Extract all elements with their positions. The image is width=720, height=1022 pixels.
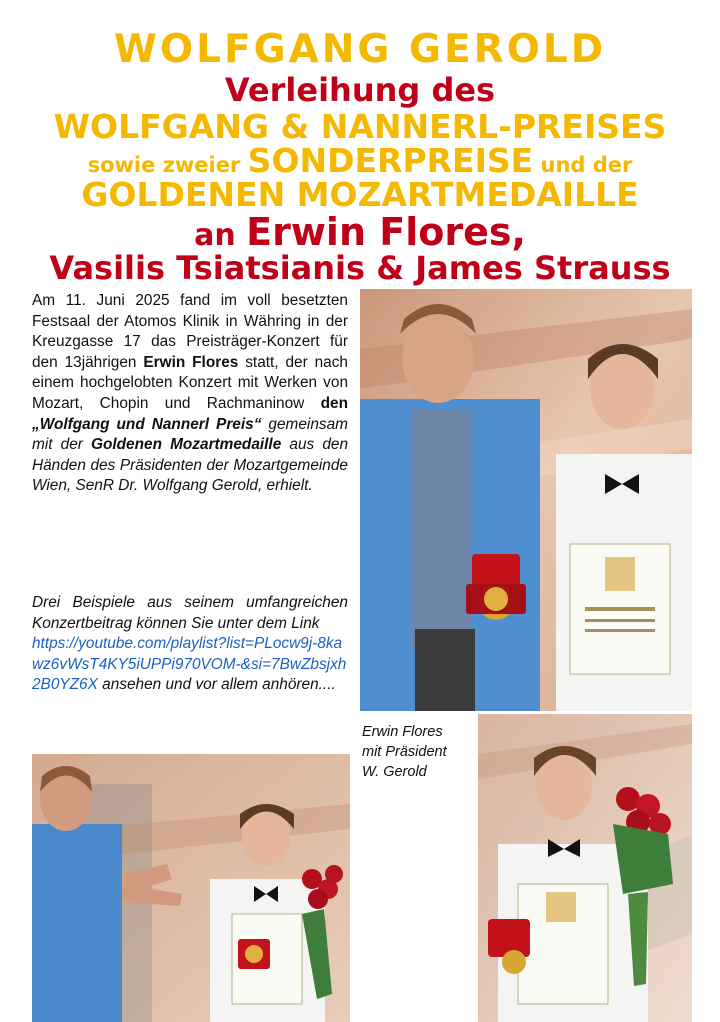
p1-text-a: Am 11. Juni 2025 fand im voll besetzten Festsaal der Atomos Klinik in Währing in der Kreuzgasse 17 das Preisträger-Konzert für den 13jährigen [32, 292, 348, 371]
p1-text-e: aus den Händen des Präsidenten der Mozartgemeinde Wien, SenR Dr. Wolfgang Gerold, erhielt. [32, 436, 349, 495]
p2-text-a: Drei Beispiele aus seinem umfangreichen Konzertbeitrag können Sie unter dem Link [32, 594, 348, 632]
youtube-playlist-link[interactable]: https://youtube.com/playlist?list=PLocw9j-8kawz6vWsT4KY5iUPPi970VOM-&si=7BwZbsjxh2B0YZ6X [32, 635, 347, 694]
headline-line-3: WOLFGANG & NANNERL-PREISES [53, 107, 667, 146]
headline-line-4-part-b: SONDERPREISE [247, 141, 534, 180]
caption-line-2: mit Präsident [362, 744, 447, 760]
p1-text-c: den [320, 394, 348, 412]
p1-text-d: gemeinsam mit der [32, 415, 348, 454]
photo-president-applauding [32, 754, 350, 1022]
headline-line-4-part-a: sowie zweier [87, 153, 248, 177]
caption-line-3: W. Gerold [362, 764, 427, 780]
p1-text-b: statt, der nach einem hochgelobten Konzert mit Werken von Mozart, Chopin und Rachmaninow [32, 353, 348, 412]
p2-text-b: ansehen und vor allem anhören.... [97, 676, 336, 694]
headline-line-7: Vasilis Tsiatsianis & James Strauss [49, 249, 671, 287]
headline-line-1: WOLFGANG GEROLD [113, 27, 607, 72]
caption-line-1: Erwin Flores [362, 724, 443, 740]
photo-award-with-president [360, 289, 692, 711]
photo-caption [362, 722, 474, 782]
photo-boy-with-roses [478, 714, 692, 1022]
p1-prize: „Wolfgang und Nannerl Preis“ [32, 415, 262, 433]
headline-line-5: GOLDENEN MOZARTMEDAILLE [81, 175, 639, 214]
p1-name: Erwin Flores [143, 353, 239, 371]
headline-line-6-part-b: Erwin Flores, [246, 210, 526, 254]
headline-line-4-part-c: und der [533, 153, 633, 177]
headline-line-6 [0, 210, 720, 254]
article-paragraph-1 [32, 291, 348, 497]
p1-medal: Goldenen Mozartmedaille [91, 436, 282, 454]
headline-line-6-part-a: an [194, 218, 247, 253]
headline-line-4 [0, 141, 720, 180]
article-paragraph-2 [32, 593, 348, 696]
headline-line-2: Verleihung des [224, 71, 496, 109]
